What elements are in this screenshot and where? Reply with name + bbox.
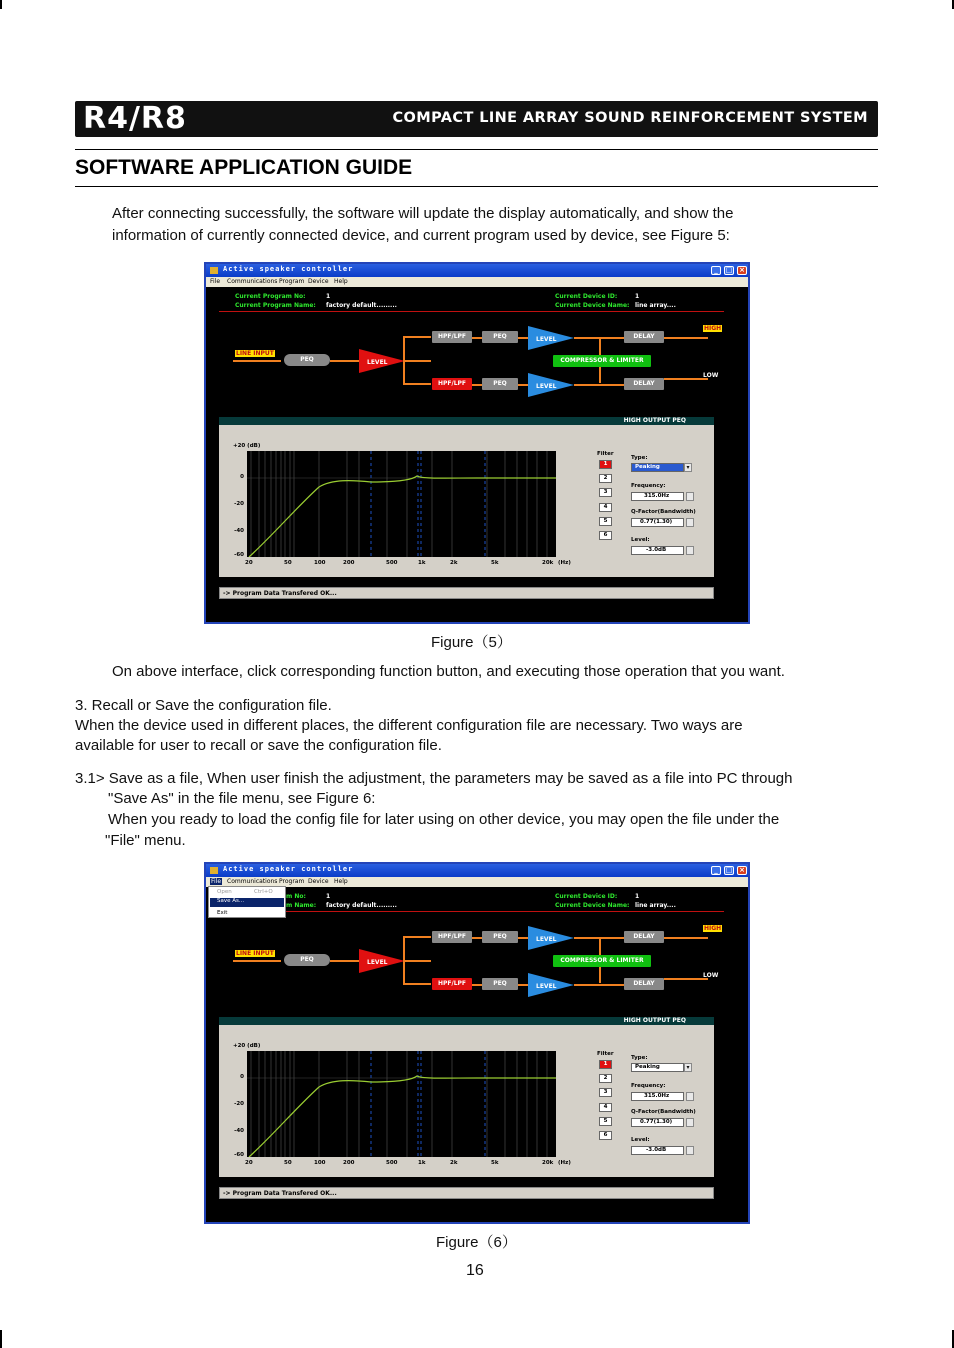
- q-factor-input[interactable]: 0.77(1.30): [631, 518, 684, 527]
- level-stepper[interactable]: [686, 1146, 694, 1155]
- signal-line: [403, 383, 431, 385]
- recall-line-2: available for user to recall or save the configuration file.: [75, 737, 442, 754]
- x-tick: 20: [245, 560, 253, 566]
- filter-5-button[interactable]: 5: [599, 517, 612, 526]
- type-select[interactable]: Peaking: [631, 463, 684, 472]
- high-output-label: HIGH: [704, 925, 722, 932]
- chevron-down-icon[interactable]: ▾: [684, 1063, 692, 1072]
- high-output-label: HIGH: [704, 325, 722, 332]
- program-name: factory default.........: [326, 902, 397, 909]
- save-line-2: "Save As" in the file menu, see Figure 6:: [108, 790, 376, 807]
- recall-line-1: When the device used in different places, the different configuration file are necessary. Two ways are: [75, 717, 743, 734]
- filter-6-button[interactable]: 6: [599, 1131, 612, 1140]
- signal-split-line: [403, 336, 405, 384]
- menu-device[interactable]: Device: [308, 878, 329, 885]
- peq-panel: [219, 1017, 714, 1177]
- peq-panel-caption: [219, 417, 714, 425]
- minimize-icon[interactable]: _: [711, 266, 721, 275]
- y-tick: -20: [234, 501, 244, 507]
- high-peq-button[interactable]: PEQ: [482, 331, 518, 343]
- signal-line: [330, 960, 360, 962]
- menu-communications[interactable]: Communications: [227, 278, 278, 285]
- low-delay-button[interactable]: DELAY: [624, 378, 664, 390]
- program-no-label: m No:: [286, 893, 306, 900]
- maximize-icon[interactable]: □: [725, 266, 733, 274]
- filter-label: Filter: [597, 451, 614, 457]
- figure-5-screenshot: [204, 262, 750, 624]
- instruction-paragraph: On above interface, click corresponding function button, and executing those operation that you want.: [112, 663, 785, 680]
- svg-text:LEVEL: LEVEL: [536, 936, 557, 943]
- signal-line: [233, 360, 281, 362]
- line-input-label: LINE INPUT: [236, 950, 274, 957]
- app-icon: [210, 267, 218, 274]
- section-title: SOFTWARE APPLICATION GUIDE: [75, 156, 413, 179]
- x-tick: 5k: [491, 560, 499, 566]
- x-tick: 500: [386, 560, 398, 566]
- title-rule-bottom: [75, 186, 878, 187]
- svg-text:LEVEL: LEVEL: [367, 959, 388, 966]
- frequency-input[interactable]: 315.0Hz: [631, 492, 684, 501]
- save-line-4: "File" menu.: [105, 832, 186, 849]
- input-peq-button[interactable]: PEQ: [284, 954, 330, 966]
- device-id: 1: [635, 293, 640, 300]
- x-tick: 1k: [418, 560, 426, 566]
- svg-text:LEVEL: LEVEL: [536, 383, 557, 390]
- signal-line: [472, 984, 482, 986]
- status-bar: [219, 587, 714, 599]
- x-tick: 20: [245, 1160, 253, 1166]
- program-no-label: Current Program No:: [235, 293, 306, 300]
- y-tick: 0: [240, 1074, 244, 1080]
- low-hpf-lpf-button[interactable]: HPF/LPF: [432, 978, 472, 990]
- info-divider: [286, 911, 724, 912]
- program-no: 1: [326, 893, 331, 900]
- device-name: line array....: [635, 302, 676, 309]
- signal-line: [599, 967, 601, 983]
- q-factor-stepper[interactable]: [686, 1118, 694, 1127]
- high-peq-button[interactable]: PEQ: [482, 931, 518, 943]
- menu-communications[interactable]: Communications: [227, 878, 278, 885]
- x-tick: 200: [343, 560, 355, 566]
- signal-line: [599, 339, 601, 355]
- eq-response-graph[interactable]: [247, 451, 556, 557]
- signal-line: [518, 337, 528, 339]
- menu-exit[interactable]: Exit: [217, 910, 228, 916]
- compressor-limiter-button[interactable]: COMPRESSOR & LIMITER: [553, 955, 651, 967]
- frequency-stepper[interactable]: [686, 1092, 694, 1101]
- y-tick: -60: [234, 552, 244, 558]
- input-level-button[interactable]: [359, 949, 405, 973]
- high-hpf-lpf-button[interactable]: HPF/LPF: [432, 331, 472, 343]
- program-no: 1: [326, 293, 331, 300]
- x-unit: (Hz): [558, 1160, 571, 1166]
- low-delay-button[interactable]: DELAY: [624, 978, 664, 990]
- level-label: Level:: [631, 537, 650, 543]
- x-tick: 2k: [450, 560, 458, 566]
- x-tick: 200: [343, 1160, 355, 1166]
- frequency-stepper[interactable]: [686, 492, 694, 501]
- signal-line: [574, 984, 624, 986]
- signal-line: [664, 337, 708, 339]
- type-label: Type:: [631, 1055, 648, 1061]
- menu-help[interactable]: Help: [334, 878, 348, 885]
- filter-2-button[interactable]: 2: [599, 474, 612, 483]
- window-title: Active speaker controller: [223, 265, 354, 273]
- signal-line: [599, 939, 601, 955]
- filter-4-button[interactable]: 4: [599, 503, 612, 512]
- file-dropdown-menu: [208, 886, 286, 918]
- x-tick: 100: [314, 1160, 326, 1166]
- y-tick: 0: [240, 474, 244, 480]
- menu-open[interactable]: Open: [217, 889, 232, 895]
- menu-program[interactable]: Program: [279, 878, 305, 885]
- signal-line: [405, 960, 431, 962]
- status-bar: [219, 1187, 714, 1199]
- menu-open-shortcut: Ctrl+O: [254, 889, 273, 895]
- menu-program[interactable]: Program: [279, 278, 305, 285]
- svg-text:LEVEL: LEVEL: [536, 983, 557, 990]
- level-input[interactable]: -3.0dB: [631, 1146, 684, 1155]
- figure-6-caption: Figure（6）: [436, 1234, 517, 1251]
- x-tick: 1k: [418, 1160, 426, 1166]
- y-unit: +20 (dB): [233, 443, 261, 449]
- device-id-label: Current Device ID:: [555, 293, 618, 300]
- window-title: Active speaker controller: [223, 865, 354, 873]
- low-output-label: LOW: [703, 972, 719, 979]
- filter-4-button[interactable]: 4: [599, 1103, 612, 1112]
- info-divider: [219, 311, 724, 312]
- eq-response-graph[interactable]: [247, 1051, 556, 1157]
- filter-5-button[interactable]: 5: [599, 1117, 612, 1126]
- signal-line: [518, 984, 528, 986]
- device-id-label: Current Device ID:: [555, 893, 618, 900]
- frequency-label: Frequency:: [631, 1083, 666, 1089]
- filter-6-button[interactable]: 6: [599, 531, 612, 540]
- model-name: R4/R8: [83, 101, 187, 136]
- x-tick: 2k: [450, 1160, 458, 1166]
- save-line-1: 3.1> Save as a file, When user finish the adjustment, the parameters may be saved as a file into PC through: [75, 770, 793, 787]
- filter-1-button[interactable]: 1: [599, 460, 612, 469]
- save-line-3: When you ready to load the config file for later using on other device, you may open the file under the: [108, 811, 780, 828]
- level-text: LEVEL: [367, 359, 388, 366]
- high-delay-button[interactable]: DELAY: [624, 331, 664, 343]
- signal-line: [518, 384, 528, 386]
- signal-line: [518, 937, 528, 939]
- signal-line: [472, 937, 482, 939]
- type-select[interactable]: Peaking: [631, 1063, 684, 1072]
- q-factor-label: Q-Factor(Bandwidth): [631, 1109, 696, 1115]
- signal-line: [330, 360, 360, 362]
- input-peq-button[interactable]: PEQ: [284, 354, 330, 366]
- signal-line: [472, 384, 482, 386]
- device-name-label: Current Device Name:: [555, 302, 630, 309]
- menu-save-as[interactable]: Save As...: [210, 898, 284, 907]
- menu-device[interactable]: Device: [308, 278, 329, 285]
- chevron-down-icon[interactable]: ▾: [684, 463, 692, 472]
- device-name-label: Current Device Name:: [555, 902, 630, 909]
- frequency-label: Frequency:: [631, 483, 666, 489]
- high-hpf-lpf-button[interactable]: HPF/LPF: [432, 931, 472, 943]
- input-level-button[interactable]: [359, 349, 405, 373]
- x-tick: 100: [314, 560, 326, 566]
- y-tick: -40: [234, 528, 244, 534]
- y-tick: -60: [234, 1152, 244, 1158]
- menu-help[interactable]: Help: [334, 278, 348, 285]
- x-tick: 500: [386, 1160, 398, 1166]
- close-icon[interactable]: ×: [737, 866, 747, 875]
- page-header-banner: [75, 101, 878, 137]
- x-tick: 20k: [542, 1160, 554, 1166]
- signal-line: [403, 936, 431, 938]
- crop-mark: [0, 0, 2, 9]
- type-label: Type:: [631, 455, 648, 461]
- program-name-label: Current Program Name:: [235, 302, 316, 309]
- app-icon: [210, 867, 218, 874]
- figure-6-screenshot: [204, 862, 750, 1224]
- recall-title: 3. Recall or Save the configuration file.: [75, 697, 332, 714]
- menu-file[interactable]: File: [211, 878, 222, 885]
- line-input-label: LINE INPUT: [236, 350, 274, 357]
- title-rule-top: [75, 149, 878, 150]
- crop-mark: [0, 1330, 2, 1348]
- peq-panel-title: HIGH OUTPUT PEQ: [623, 417, 686, 424]
- signal-line: [472, 337, 482, 339]
- signal-line: [233, 960, 281, 962]
- q-factor-input[interactable]: 0.77(1.30): [631, 1118, 684, 1127]
- window-titlebar: [206, 264, 748, 277]
- filter-1-button[interactable]: 1: [599, 1060, 612, 1069]
- compressor-limiter-button[interactable]: COMPRESSOR & LIMITER: [553, 355, 651, 367]
- high-delay-button[interactable]: DELAY: [624, 931, 664, 943]
- peq-panel: [219, 417, 714, 577]
- low-hpf-lpf-button[interactable]: HPF/LPF: [432, 378, 472, 390]
- status-text: -> Program Data Transfered OK...: [223, 1190, 337, 1197]
- frequency-input[interactable]: 315.0Hz: [631, 1092, 684, 1101]
- window-titlebar: [206, 864, 748, 877]
- figure-5-caption: Figure（5）: [431, 634, 512, 651]
- signal-line: [664, 978, 708, 980]
- level-input[interactable]: -3.0dB: [631, 546, 684, 555]
- close-icon[interactable]: ×: [737, 266, 747, 275]
- minimize-icon[interactable]: _: [711, 866, 721, 875]
- signal-line: [405, 360, 431, 362]
- y-unit: +20 (dB): [233, 1043, 261, 1049]
- high-level-button[interactable]: [528, 926, 574, 950]
- low-output-label: LOW: [703, 372, 719, 379]
- level-label: Level:: [631, 1137, 650, 1143]
- low-peq-button[interactable]: PEQ: [482, 978, 518, 990]
- signal-line: [403, 336, 431, 338]
- signal-line: [574, 384, 624, 386]
- peq-panel-caption: [219, 1017, 714, 1025]
- q-factor-stepper[interactable]: [686, 518, 694, 527]
- low-level-button[interactable]: [528, 373, 574, 397]
- menu-bar: [206, 877, 748, 887]
- x-tick: 20k: [542, 560, 554, 566]
- x-tick: 50: [284, 560, 292, 566]
- signal-line: [664, 937, 708, 939]
- filter-3-button[interactable]: 3: [599, 488, 612, 497]
- device-name: line array....: [635, 902, 676, 909]
- status-text: -> Program Data Transfered OK...: [223, 590, 337, 597]
- low-peq-button[interactable]: PEQ: [482, 378, 518, 390]
- maximize-icon[interactable]: □: [725, 866, 733, 874]
- x-tick: 50: [284, 1160, 292, 1166]
- y-tick: -40: [234, 1128, 244, 1134]
- level-stepper[interactable]: [686, 546, 694, 555]
- menu-file[interactable]: File: [210, 278, 221, 285]
- x-unit: (Hz): [558, 560, 571, 566]
- svg-text:LEVEL: LEVEL: [536, 336, 557, 343]
- signal-line: [403, 983, 431, 985]
- menu-bar: [206, 277, 748, 287]
- signal-line: [664, 378, 708, 380]
- filter-2-button[interactable]: 2: [599, 1074, 612, 1083]
- q-factor-label: Q-Factor(Bandwidth): [631, 509, 696, 515]
- filter-label: Filter: [597, 1051, 614, 1057]
- low-level-button[interactable]: [528, 973, 574, 997]
- intro-line-2: information of currently connected device, and current program used by device, see Figure 5:: [112, 227, 730, 244]
- page-number: 16: [466, 1262, 484, 1279]
- signal-line: [599, 367, 601, 383]
- header-subtitle: COMPACT LINE ARRAY SOUND REINFORCEMENT SYSTEM: [392, 110, 868, 126]
- signal-split-line: [403, 936, 405, 984]
- x-tick: 5k: [491, 1160, 499, 1166]
- high-level-button[interactable]: [528, 326, 574, 350]
- y-tick: -20: [234, 1101, 244, 1107]
- program-name-label: m Name:: [286, 902, 317, 909]
- filter-3-button[interactable]: 3: [599, 1088, 612, 1097]
- intro-line-1: After connecting successfully, the software will update the display automatically, and show the: [112, 205, 734, 222]
- program-name: factory default.........: [326, 302, 397, 309]
- device-id: 1: [635, 893, 640, 900]
- peq-panel-title: HIGH OUTPUT PEQ: [623, 1017, 686, 1024]
